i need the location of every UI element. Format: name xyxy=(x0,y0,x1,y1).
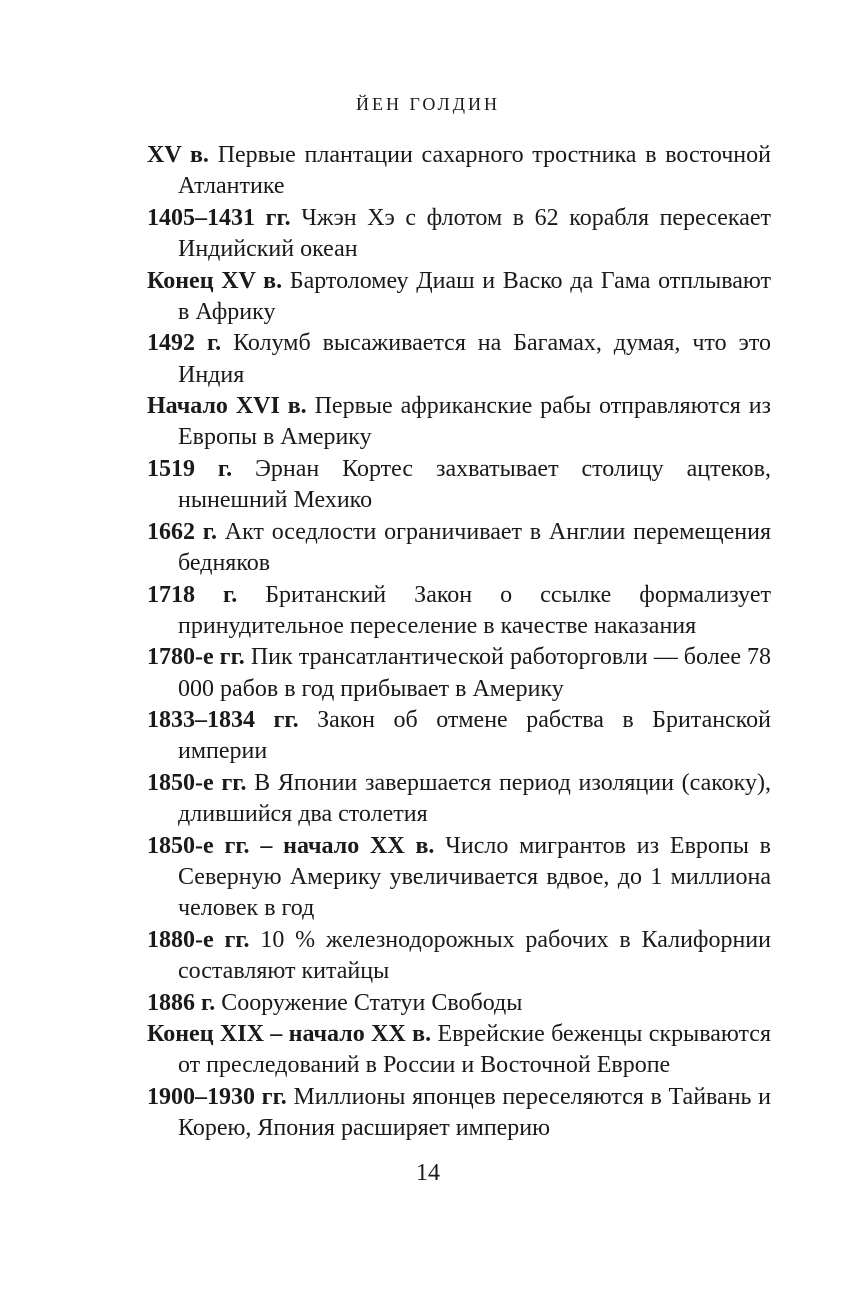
entry-text: Число мигрантов из Европы в Северную Америку увеличивается вдвое, до 1 миллиона человек в год xyxy=(178,832,772,922)
timeline-entry xyxy=(147,642,771,704)
timeline-entry xyxy=(147,454,771,516)
entry-date: XV в. xyxy=(147,142,209,168)
entry-date: 1850-е гг. – начало XX в. xyxy=(147,832,435,859)
entry-date: 1492 г. xyxy=(147,330,222,357)
entry-date: 1850-е гг. xyxy=(147,769,247,796)
entry-date: 1880-е гг. xyxy=(147,926,250,953)
timeline-entry xyxy=(147,768,771,830)
entry-text: Первые африканские рабы отправляются из Европы в Америку xyxy=(178,393,772,451)
entry-text: Сооружение Статуи Свободы xyxy=(221,989,523,1016)
timeline-entry xyxy=(147,266,771,328)
entry-date: Начало XVI в. xyxy=(147,393,307,420)
entry-text: Чжэн Хэ с флотом в 62 корабля пересекает Индийский океан xyxy=(178,204,772,262)
entry-date: Конец XIX – начало XX в. xyxy=(147,1021,432,1048)
timeline-entry xyxy=(147,140,771,202)
page-number: 14 xyxy=(416,1160,440,1186)
entry-date: 1405–1431 гг. xyxy=(147,204,291,231)
entry-date: 1662 г. xyxy=(147,518,217,545)
timeline-list xyxy=(147,140,771,1145)
entry-text: Эрнан Кортес захватывает столицу ацтеков, нынешний Мехико xyxy=(178,455,771,514)
entry-text: В Японии завершается период изоляции (сакоку), длившийся два столетия xyxy=(178,769,771,828)
running-header: ЙЕН ГОЛДИН xyxy=(355,94,501,114)
entry-text: Колумб высаживается на Багамах, думая, что это Индия xyxy=(178,330,771,388)
entry-text: Бартоломеу Диаш и Васко да Гама отплывают в Африку xyxy=(178,267,771,325)
entry-text: Миллионы японцев переселяются в Тайвань и Корею, Япония расширяет империю xyxy=(178,1083,772,1142)
timeline-entry xyxy=(147,580,771,642)
timeline-entry xyxy=(147,328,771,390)
entry-text: 10 % железнодорожных рабочих в Калифорнии составляют китайцы xyxy=(178,926,771,984)
entry-date: Конец XV в. xyxy=(147,267,283,294)
entry-text: Пик трансатлантической работорговли — более 78 000 рабов в год прибывает в Америку xyxy=(178,644,772,702)
entry-text: Первые плантации сахарного тростника в восточной Атлантике xyxy=(178,142,771,200)
timeline-entry xyxy=(147,705,771,767)
entry-date: 1833–1834 гг. xyxy=(147,707,299,734)
timeline-entry xyxy=(147,1019,771,1081)
timeline-entry xyxy=(147,831,771,925)
entry-date: 1886 г. xyxy=(147,989,216,1016)
entry-date: 1900–1930 гг. xyxy=(147,1083,287,1110)
timeline-entry xyxy=(147,517,771,579)
timeline-entry xyxy=(147,988,771,1019)
entry-text: Британский Закон о ссылке формализует принудительное переселение в качестве наказания xyxy=(178,581,772,639)
entry-text: Еврейские беженцы скрываются от преследований в России и Восточной Европе xyxy=(178,1021,771,1079)
timeline-entry xyxy=(147,391,771,453)
timeline-entry xyxy=(147,925,771,987)
entry-date: 1780-е гг. xyxy=(147,644,245,671)
entry-text: Закон об отмене рабства в Британской империи xyxy=(178,707,771,765)
timeline-entry xyxy=(147,203,771,265)
entry-date: 1718 г. xyxy=(147,581,238,608)
entry-text: Акт оседлости ограничивает в Англии перемещения бедняков xyxy=(178,518,771,576)
timeline-entry xyxy=(147,1082,771,1144)
entry-date: 1519 г. xyxy=(147,455,233,482)
